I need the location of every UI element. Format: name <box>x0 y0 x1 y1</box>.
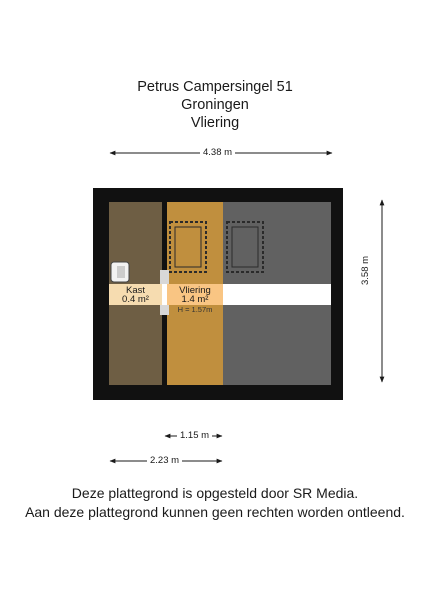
dimension-height-label: 3.58 m <box>360 253 371 288</box>
address-title: Petrus Campersingel 51 <box>137 79 293 95</box>
room-height-vliering: H = 1.57m <box>177 305 213 314</box>
dimension-inner-label: 1.15 m <box>177 430 212 441</box>
dimension-outer-label: 2.23 m <box>147 455 182 466</box>
disclaimer-line-2: Aan deze plattegrond kunnen geen rechten worden ontleend. <box>25 504 405 520</box>
disclaimer-line-1: Deze plattegrond is opgesteld door SR Media. <box>71 485 359 501</box>
room-area-kast: 0.4 m² <box>122 294 149 305</box>
room-area-vliering: 1.4 m² <box>181 294 209 305</box>
dimension-width-label: 4.38 m <box>200 147 235 158</box>
door-opening <box>160 270 169 284</box>
fixture-left-inner <box>117 266 125 278</box>
plan-footer <box>0 484 430 522</box>
city-title: Groningen <box>181 97 249 113</box>
floor-title: Vliering <box>190 115 240 131</box>
room-name-vliering: Vliering <box>179 285 211 296</box>
room-name-kast: Kast <box>125 285 145 296</box>
